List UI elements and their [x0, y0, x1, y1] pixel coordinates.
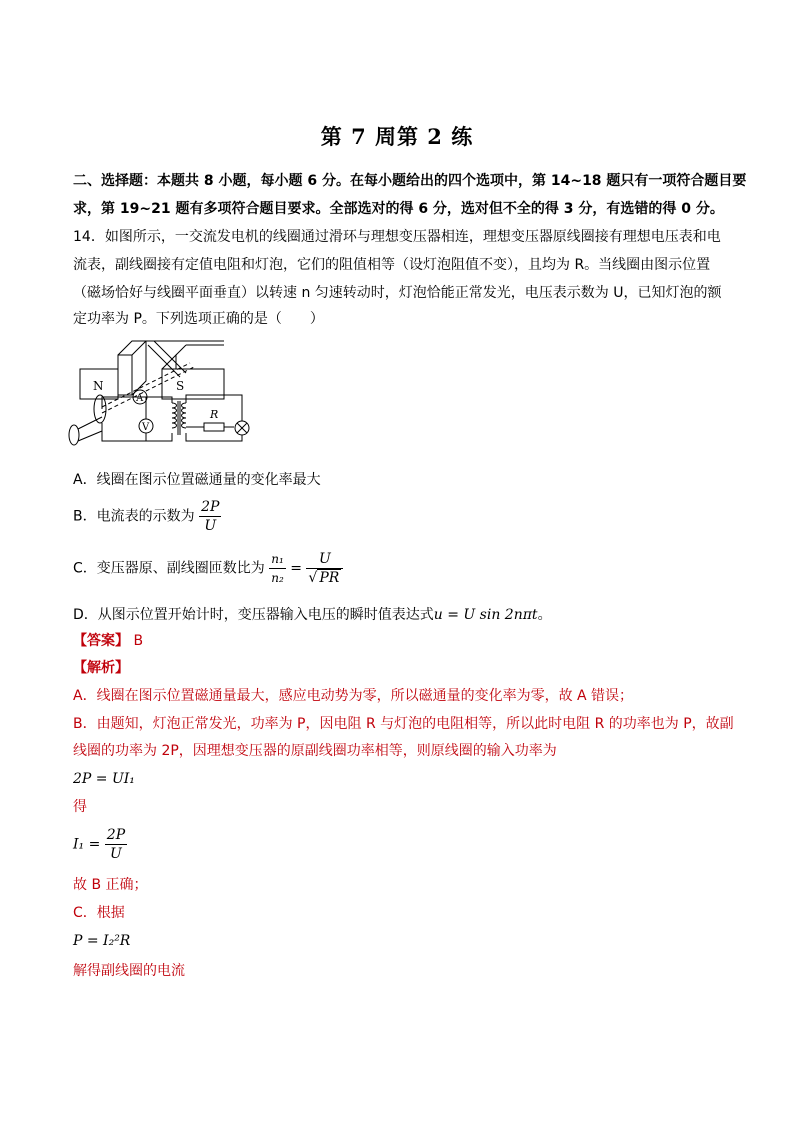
analysis-de: 得	[73, 799, 87, 815]
question-line-2: 流表，副线圈接有定值电阻和灯泡，它们的阻值相等（设灯泡阻值不变），且均为 R。当线圈由图示位置	[73, 257, 711, 273]
analysis-b-line-1: B．由题知，灯泡正常发光，功率为 P，因电阻 R 与灯泡的电阻相等，所以此时电阻 R 的功率也为 P，故副	[73, 716, 734, 732]
answer-line	[73, 632, 143, 650]
magnet-s-label: S	[176, 379, 185, 393]
question-line-4: 定功率为 P。下列选项正确的是（ ）	[73, 311, 324, 327]
option-c-denominator: √ PR	[308, 570, 340, 586]
voltmeter-label: V	[142, 422, 150, 433]
option-d-formula: u = U sin 2nπt	[433, 607, 538, 623]
analysis-b-conclusion: 故 B 正确；	[73, 877, 148, 893]
option-b-text: B．电流表的示数为	[73, 508, 195, 525]
magnet-n-label: N	[93, 379, 104, 393]
analysis-c: C．根据	[73, 905, 125, 921]
ammeter-label: A	[136, 393, 144, 404]
equation-2-lhs: I₁ =	[73, 836, 101, 853]
option-d-text: D．从图示位置开始计时，变压器输入电压的瞬时值表达式	[73, 607, 434, 623]
answer-value: B	[133, 633, 144, 649]
option-d-end: 。	[537, 607, 552, 623]
option-b-numerator: 2P	[201, 499, 220, 515]
answer-label: 【答案】	[73, 633, 129, 649]
option-b-denominator: U	[204, 518, 217, 534]
option-c-equals: =	[290, 560, 302, 577]
option-b-fraction	[199, 498, 221, 535]
option-c-numerator: U	[306, 550, 343, 569]
option-a: A．线圈在图示位置磁通量的变化率最大	[73, 472, 321, 488]
analysis-b-line-2: 线圈的功率为 2P，因理想变压器的原副线圈功率相等，则原线圈的输入功率为	[73, 743, 557, 759]
analysis-label: 【解析】	[73, 660, 129, 676]
option-d	[73, 606, 552, 624]
equation-2-denominator: U	[110, 846, 122, 862]
option-c-radicand: PR	[319, 570, 340, 586]
option-c-n2: n₂	[271, 571, 284, 585]
analysis-c-end: 解得副线圈的电流	[73, 963, 185, 979]
option-c-ratio-fraction	[306, 550, 343, 587]
equation-2	[73, 826, 127, 863]
option-c-text: C．变压器原、副线圈匝数比为	[73, 560, 265, 577]
option-b	[73, 498, 221, 535]
question-line-1: 14．如图所示，一交流发电机的线圈通过滑环与理想变压器相连，理想变压器原线圈接有理想电压表和电	[73, 229, 721, 245]
section-instructions-line-2: 求，第 19~21 题有多项符合题目要求。全部选对的得 6 分，选对但不全的得 3 分，有选错的得 0 分。	[73, 201, 724, 217]
option-c-turns-fraction	[269, 550, 286, 587]
equation-3: P = I₂²R	[73, 933, 131, 949]
analysis-a: A．线圈在图示位置磁通量最大，感应电动势为零，所以磁通量的变化率为零，故 A 错误；	[73, 688, 634, 704]
question-line-3: （磁场恰好与线圈平面垂直）以转速 n 匀速转动时，灯泡恰能正常发光，电压表示数为 U，已知灯泡的额	[73, 285, 722, 301]
equation-2-fraction	[105, 826, 127, 863]
section-instructions-line-1: 二、选择题：本题共 8 小题，每小题 6 分。在每小题给出的四个选项中，第 14~18 题只有一项符合题目要	[73, 173, 747, 189]
generator-transformer-diagram	[62, 337, 262, 459]
page-title: 第 7 周第 2 练	[320, 124, 474, 149]
equation-2-numerator: 2P	[106, 827, 126, 843]
option-c-n1: n₁	[269, 550, 286, 569]
option-c	[73, 550, 343, 587]
equation-1: 2P = UI₁	[73, 771, 135, 787]
resistor-label: R	[210, 408, 219, 421]
